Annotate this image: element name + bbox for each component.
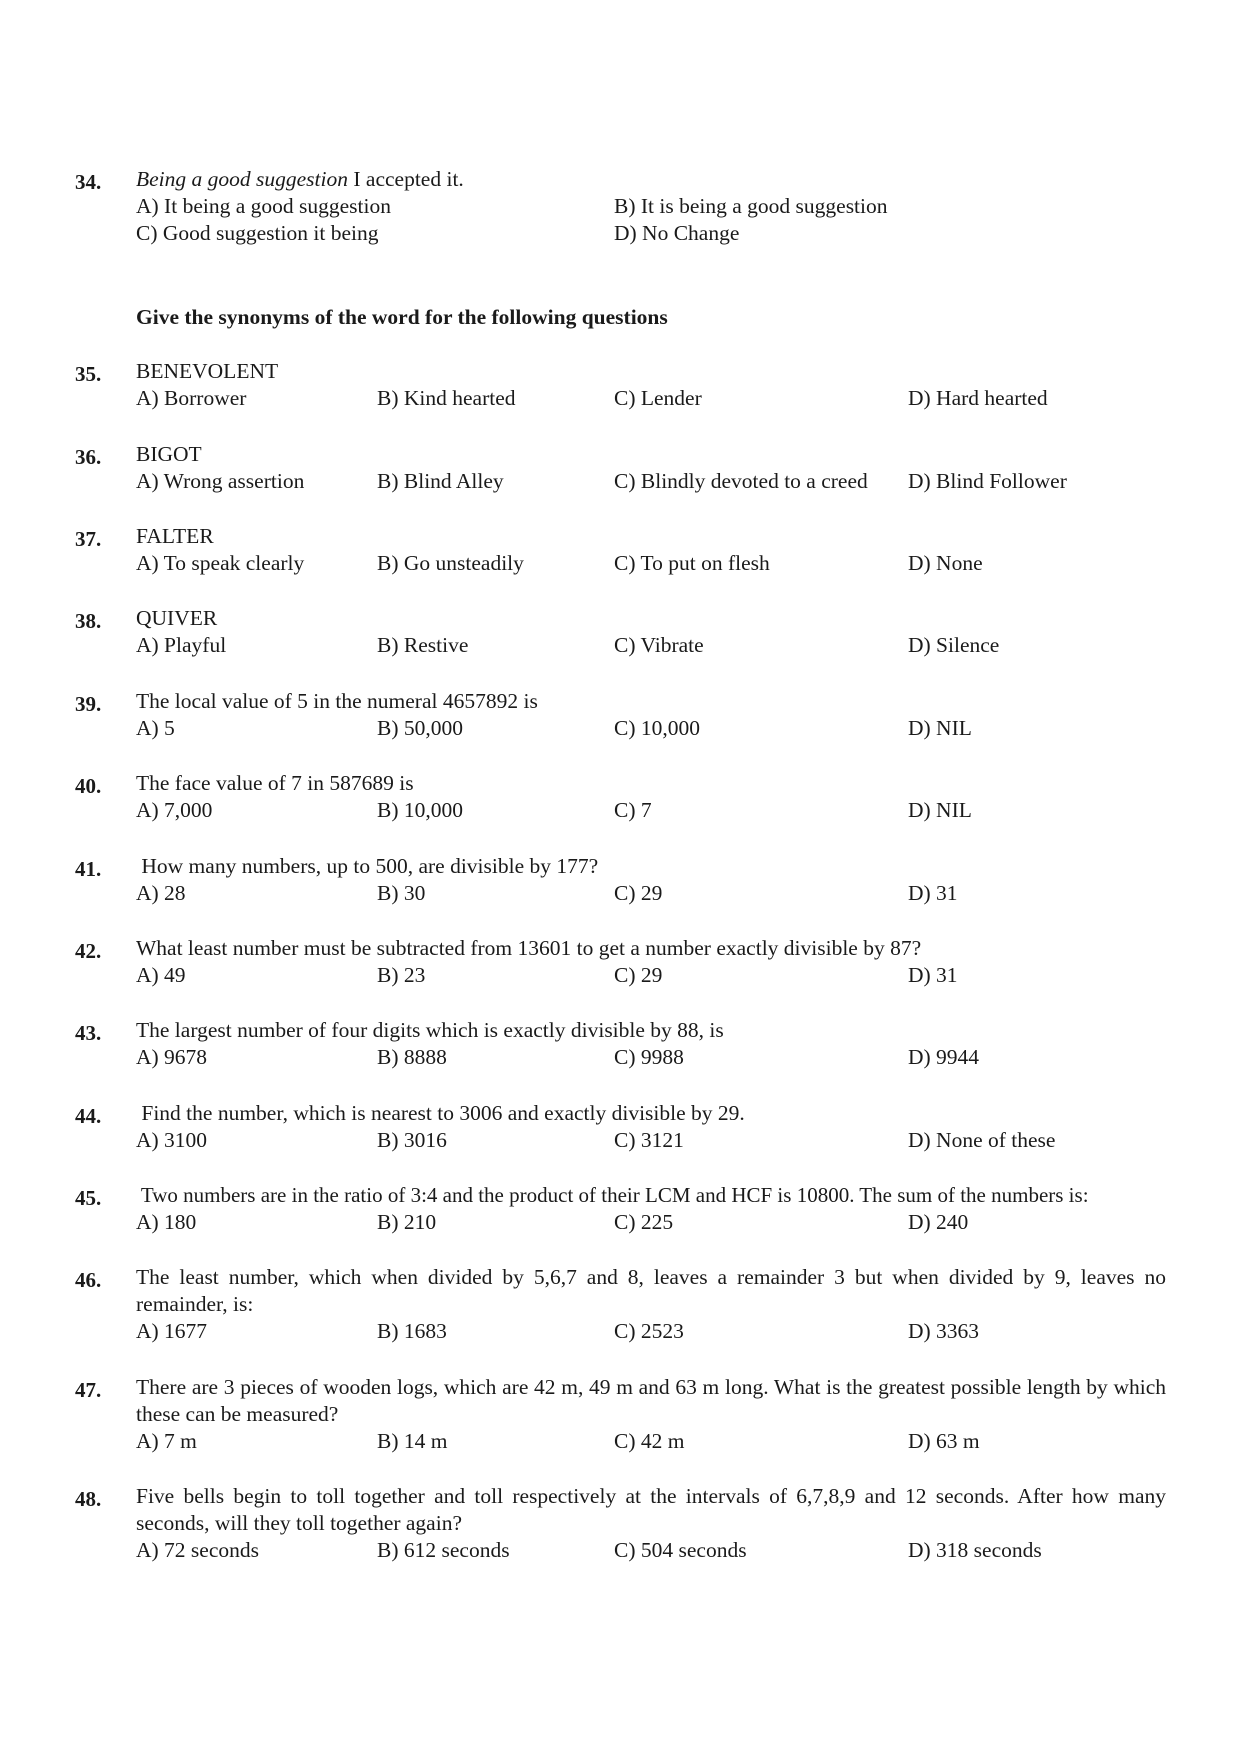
- question-number: 47.: [75, 1378, 102, 1402]
- question-number: 38.: [75, 609, 102, 633]
- question-stem: Five bells begin to toll together and toll respectively at the intervals of 6,7,8,9 and 12 seconds. After how many seconds, will they toll together again?: [136, 1484, 1166, 1535]
- option-b: B) Kind hearted: [377, 386, 516, 410]
- question-stem: QUIVER: [136, 606, 218, 630]
- question-stem: FALTER: [136, 524, 214, 548]
- option-b: B) 14 m: [377, 1429, 448, 1453]
- question-stem: [136, 166, 1166, 193]
- option-b: B) 23: [377, 963, 426, 987]
- option-a: A) 49: [136, 963, 186, 987]
- option-c: C) 3121: [614, 1128, 684, 1152]
- section-heading: Give the synonyms of the word for the following questions: [136, 305, 668, 329]
- option-a: A) 180: [136, 1210, 197, 1234]
- question-stem: The least number, which when divided by 5,6,7 and 8, leaves a remainder 3 but when divided by 9, leaves no remainder, is:: [136, 1265, 1166, 1316]
- option-c: C) To put on flesh: [614, 551, 770, 575]
- question-stem: The face value of 7 in 587689 is: [136, 771, 414, 795]
- option-a: A) 9678: [136, 1045, 208, 1069]
- question-number: 44.: [75, 1104, 102, 1128]
- option-b: B) Blind Alley: [377, 469, 504, 493]
- question-number: 34.: [75, 170, 102, 194]
- option-c: C) 504 seconds: [614, 1538, 747, 1562]
- option-b: B) 3016: [377, 1128, 447, 1152]
- option-a: A) 7,000: [136, 798, 213, 822]
- question-number: 46.: [75, 1268, 102, 1292]
- option-d: D) 318 seconds: [908, 1538, 1042, 1562]
- question-number: 45.: [75, 1186, 102, 1210]
- question-stem: There are 3 pieces of wooden logs, which are 42 m, 49 m and 63 m long. What is the greatest possible length by which these can be measured?: [136, 1375, 1166, 1426]
- option-b: B) Restive: [377, 633, 469, 657]
- option-d: D) None: [908, 551, 983, 575]
- question-stem: Find the number, which is nearest to 3006 and exactly divisible by 29.: [136, 1101, 745, 1125]
- option-d: D) 240: [908, 1210, 969, 1234]
- option-b: B) 30: [377, 881, 426, 905]
- option-c: C) 29: [614, 881, 663, 905]
- option-d: D) No Change: [614, 221, 740, 245]
- option-a: A) Playful: [136, 633, 227, 657]
- question-stem: How many numbers, up to 500, are divisible by 177?: [136, 854, 599, 878]
- option-c: C) Vibrate: [614, 633, 704, 657]
- option-c: C) 42 m: [614, 1429, 685, 1453]
- option-d: D) 63 m: [908, 1429, 980, 1453]
- option-b: B) 210: [377, 1210, 437, 1234]
- option-c: C) Good suggestion it being: [136, 221, 379, 245]
- option-a: A) 7 m: [136, 1429, 197, 1453]
- question-number: 35.: [75, 362, 102, 386]
- question-stem: The local value of 5 in the numeral 4657892 is: [136, 689, 538, 713]
- option-d: D) Blind Follower: [908, 469, 1067, 493]
- option-c: C) 225: [614, 1210, 674, 1234]
- option-d: D) 31: [908, 881, 958, 905]
- question-number: 43.: [75, 1021, 102, 1045]
- option-c: C) Blindly devoted to a creed: [614, 469, 868, 493]
- option-d: D) NIL: [908, 798, 972, 822]
- option-b: B) 50,000: [377, 716, 463, 740]
- option-a: A) It being a good suggestion: [136, 194, 391, 218]
- option-b: B) Go unsteadily: [377, 551, 524, 575]
- question-stem: BIGOT: [136, 442, 202, 466]
- question-stem: What least number must be subtracted from 13601 to get a number exactly divisible by 87?: [136, 936, 922, 960]
- question-number: 39.: [75, 692, 102, 716]
- question-stem: Two numbers are in the ratio of 3:4 and the product of their LCM and HCF is 10800. The sum of the numbers is:: [136, 1183, 1089, 1207]
- question-number: 36.: [75, 445, 102, 469]
- option-d: D) 3363: [908, 1319, 980, 1343]
- option-d: D) Hard hearted: [908, 386, 1048, 410]
- option-a: A) 28: [136, 881, 186, 905]
- option-a: A) 72 seconds: [136, 1538, 260, 1562]
- option-a: A) Wrong assertion: [136, 469, 305, 493]
- option-b: B) It is being a good suggestion: [614, 194, 888, 218]
- option-a: A) Borrower: [136, 386, 247, 410]
- question-stem: The largest number of four digits which is exactly divisible by 88, is: [136, 1018, 724, 1042]
- option-d: D) NIL: [908, 716, 972, 740]
- option-a: A) To speak clearly: [136, 551, 305, 575]
- option-a: A) 5: [136, 716, 175, 740]
- option-a: A) 1677: [136, 1319, 208, 1343]
- option-c: C) 29: [614, 963, 663, 987]
- option-b: B) 612 seconds: [377, 1538, 510, 1562]
- option-c: C) 9988: [614, 1045, 684, 1069]
- option-a: A) 3100: [136, 1128, 208, 1152]
- option-c: C) 2523: [614, 1319, 684, 1343]
- option-c: C) Lender: [614, 386, 702, 410]
- question-number: 40.: [75, 774, 102, 798]
- option-c: C) 7: [614, 798, 652, 822]
- question-number: 41.: [75, 857, 102, 881]
- stem-italic: Being a good suggestion: [136, 167, 348, 191]
- option-b: B) 1683: [377, 1319, 447, 1343]
- question-stem: BENEVOLENT: [136, 359, 279, 383]
- option-d: D) Silence: [908, 633, 1000, 657]
- option-d: D) 31: [908, 963, 958, 987]
- question-number: 42.: [75, 939, 102, 963]
- option-d: D) 9944: [908, 1045, 980, 1069]
- question-number: 48.: [75, 1487, 102, 1511]
- option-d: D) None of these: [908, 1128, 1056, 1152]
- option-b: B) 8888: [377, 1045, 447, 1069]
- option-c: C) 10,000: [614, 716, 700, 740]
- option-b: B) 10,000: [377, 798, 463, 822]
- stem-rest: I accepted it.: [348, 167, 464, 191]
- question-number: 37.: [75, 527, 102, 551]
